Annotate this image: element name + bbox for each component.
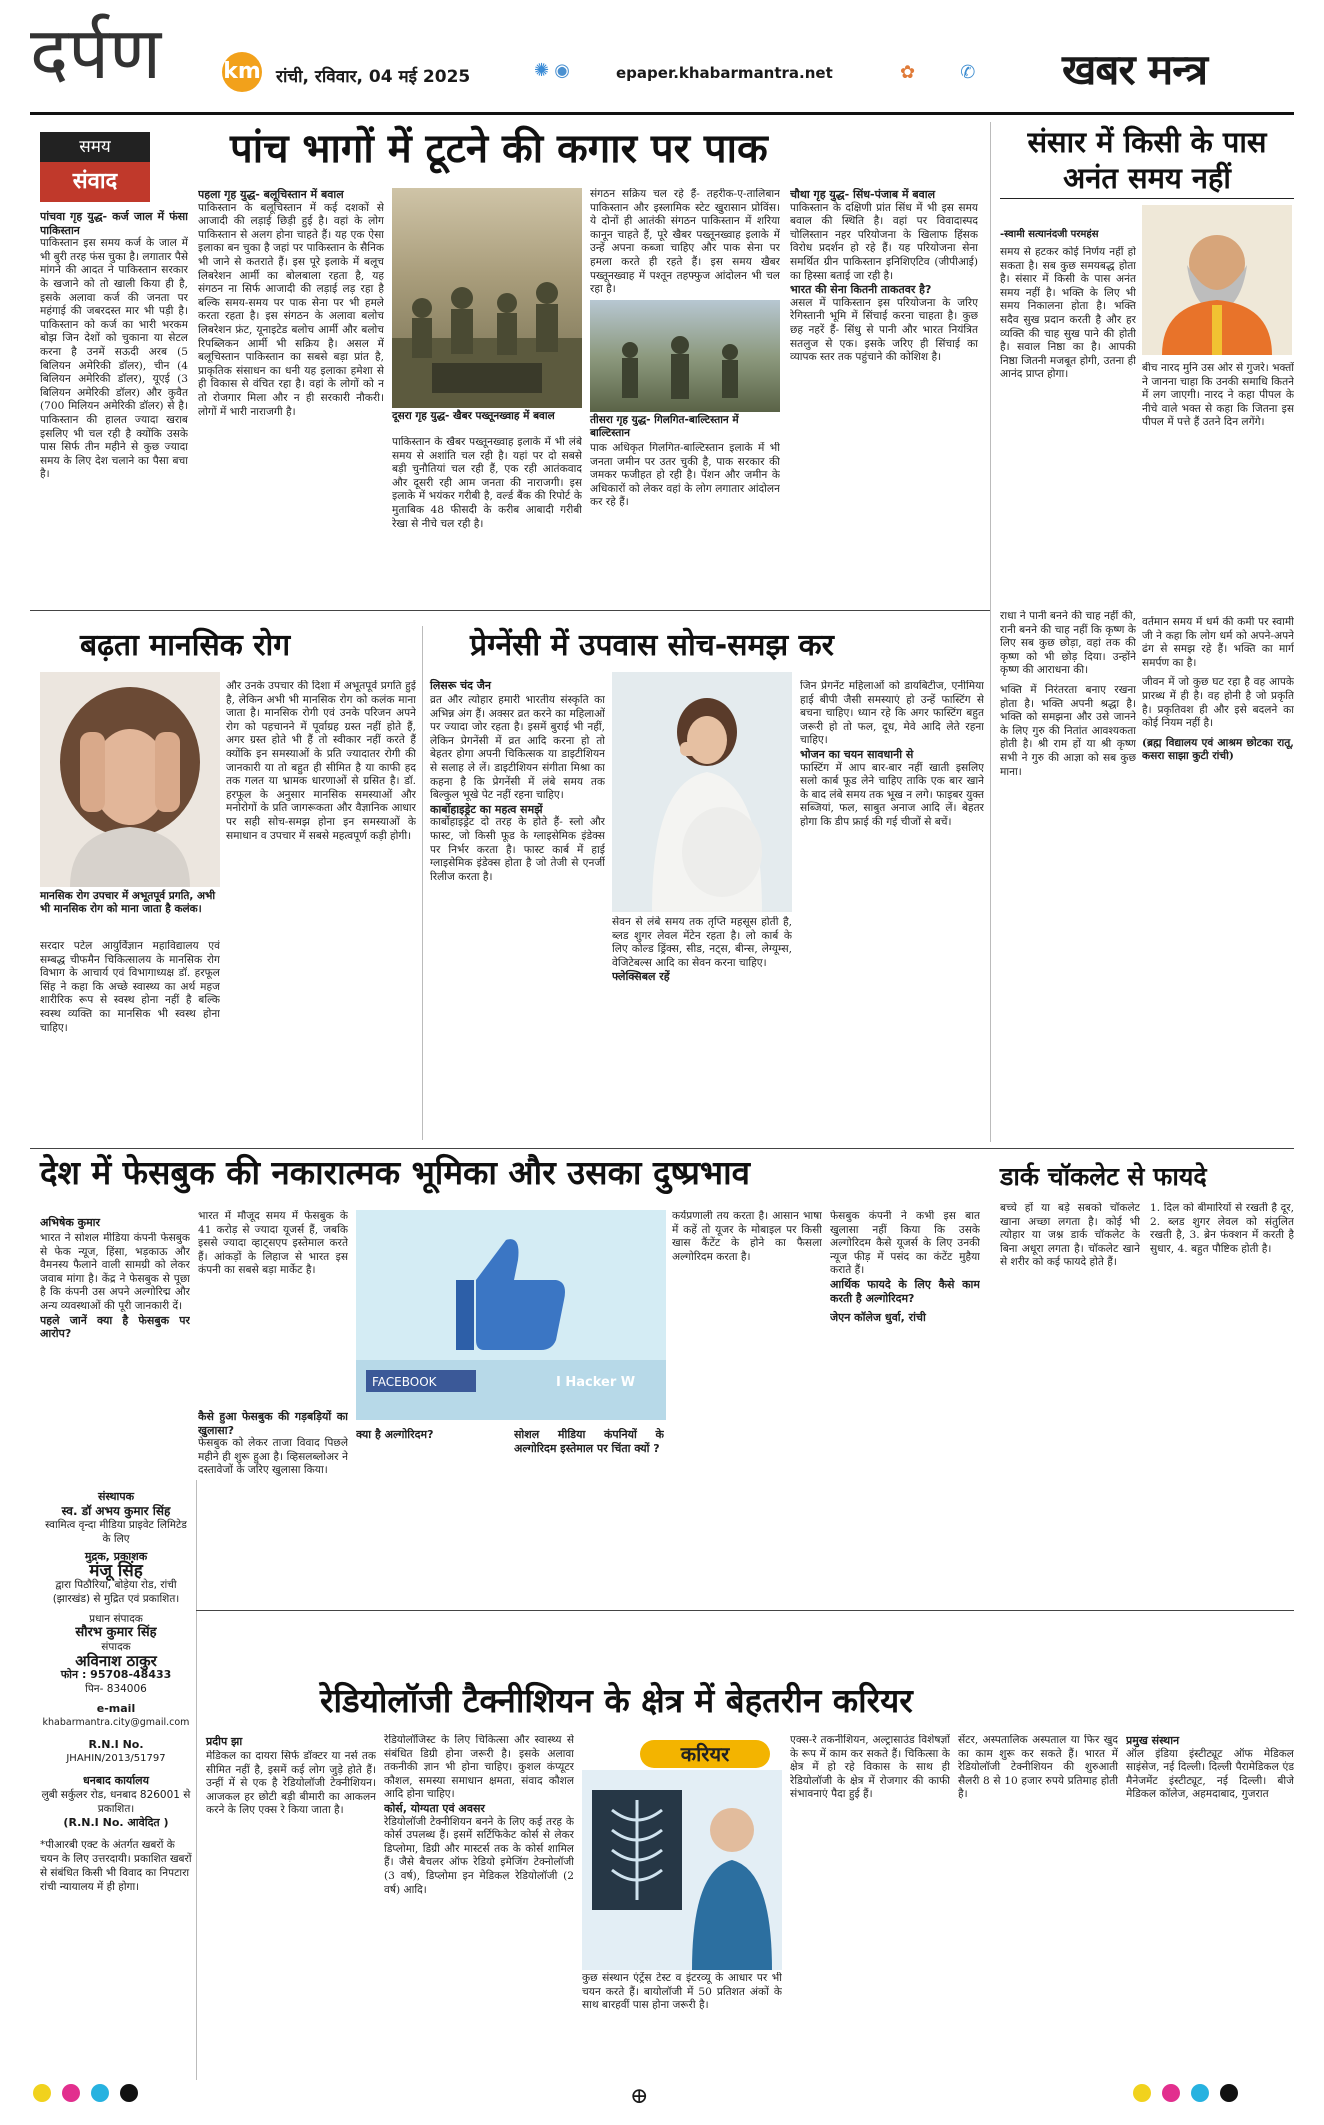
- divider-imprint: [196, 1480, 197, 2080]
- mansik-caption: मानसिक रोग उपचार में अभूतपूर्व प्रगति, अभी भी मानसिक रोग को माना जाता है कलंक।: [40, 890, 216, 915]
- imprint-email-label: e-mail: [96, 1702, 136, 1715]
- mansik-headline: बढ़ता मानसिक रोग: [80, 628, 291, 663]
- facebook-col-3: [356, 1428, 506, 1600]
- facebook-text-5: फेसबुक कंपनी ने कभी इस बात खुलासा नहीं किया कि उसके अल्गोरिदम कैसे यूजर्स के लिए उनकी न्यूज फीड़ में पसंद का कंटेंट मुहैया कराते हैं।: [830, 1210, 980, 1277]
- pak-headline: पांच भागों में टूटने की कगार पर पाक: [230, 126, 768, 172]
- flower-icon: ✿: [900, 62, 916, 83]
- imprint-dhanbad-label: धनबाद कार्यालय: [82, 1774, 150, 1787]
- masthead: [0, 0, 1324, 128]
- phone-icon: ✆: [960, 62, 976, 83]
- pregnancy-sub-2: फ्लेक्सिबल रहें: [612, 970, 670, 984]
- imprint-email[interactable]: khabarmantra.city@gmail.com: [42, 1717, 190, 1728]
- reg-dot-black: [120, 2084, 138, 2102]
- facebook-sub-2: कैसे हुआ फेसबुक की गड़बड़ियों का खुलासा?: [198, 1410, 348, 1437]
- radio-text-4: कुछ संस्थान एंट्रेंस टेस्ट व इंटरव्यू के आधार पर भी चयन करते हैं। बायोलॉजी में 50 प्रतिशत अंकों के साथ बारहवीं पास होना जरूरी है।: [582, 1972, 782, 2012]
- facebook-sub-4: सोशल मीडिया कंपनियों के अल्गोरिदम इस्तेमाल पर चिंता क्यों ?: [514, 1428, 664, 1455]
- globe-icon: ◉: [554, 60, 570, 81]
- dateline: रांची, रविवार, 04 मई 2025: [276, 67, 471, 87]
- pregnancy-text-4: जिन प्रेगनेंट महिलाओं को डायबिटीज, एनीमिया हाई बीपी जैसी समस्याएं हो उन्हें फास्टिंग से बचना चाहिए। ध्यान रहे कि अगर फास्टिंग बहुत जरूरी हो तो फल, दूध, मेवे आदि लेते रहना चाहिए।: [800, 680, 984, 747]
- photo2-text: पाक अधिकृत गिलगित-बाल्टिस्तान इलाके में भी जनता जमीन पर उतर चुकी है, पाक सरकार की जमकर फजीहत हो रही है। पेंशन और जमीन के अधिकारों को लेकर वहां के लोग लगातार आंदोलन कर रहे हैं।: [590, 442, 780, 509]
- sansar-para-4: जीवन में जो कुछ घट रहा है वह आपके प्रारब्ध में ही है। वह होनी है जो प्रकृति है। प्रकृतिवश ही और इसे बदलने का कोई नियम नहीं है।: [1142, 676, 1294, 730]
- dark-text-2: 1. दिल को बीमारियों से रखती है दूर, 2. ब्लड शुगर लेवल को संतुलित रखती है, 3. ब्रेन फंक्शन में करती है सुधार, 4. बहुत पौष्टिक होती है।: [1150, 1202, 1294, 1255]
- pak-c5-sub: भारत की सेना कितनी ताकतवर है?: [790, 283, 932, 297]
- masthead-rule: [30, 112, 1294, 115]
- pregnant-woman-photo: [612, 672, 792, 912]
- side-tag-top: समय: [40, 132, 150, 162]
- side-tag: [40, 132, 150, 202]
- sansar-source: (ब्रह्म विद्यालय एवं आश्रम छोटका रातू, कसरा साझा कुटी रांची): [1142, 736, 1294, 763]
- facebook-byline: अभिषेक कुमार: [40, 1216, 100, 1229]
- decor-icons-right: [900, 62, 975, 83]
- imprint-chief-label: प्रधान संपादक: [89, 1613, 143, 1625]
- radio-headline: रेडियोलॉजी टैक्नीशियन के क्षेत्र में बेहतरीन करियर: [320, 1681, 913, 1720]
- pak-rule: [30, 610, 990, 611]
- career-badge: करियर: [640, 1740, 770, 1768]
- dharm-text-1: [1000, 610, 1136, 1140]
- radio-sub-1: कोर्स, योग्यता एवं अवसर: [384, 1801, 485, 1815]
- facebook-headline: देश में फेसबुक की नकारात्मक भूमिका और उसका दुष्प्रभाव: [40, 1153, 750, 1192]
- facebook-col-2b: [198, 1410, 348, 1600]
- pak-c2-head: पहला गृह युद्ध- बलूचिस्तान में बवाल: [198, 188, 344, 201]
- radio-col-6: [1126, 1734, 1294, 2076]
- lower-rule: [196, 1610, 1294, 1611]
- xray-photo: [582, 1770, 782, 1970]
- imprint-rni2: (R.N.I No. आवेदित ): [63, 1816, 169, 1829]
- soldiers-photo: [392, 188, 582, 408]
- radio-sub-2: प्रमुख संस्थान: [1126, 1734, 1180, 1747]
- imprint-editor: अविनाश ठाकुर: [75, 1652, 157, 1670]
- reg-dot-yellow-2: [1133, 2084, 1151, 2102]
- dark-headline: डार्क चॉकलेट से फायदे: [1000, 1162, 1207, 1191]
- radio-byline: प्रदीप झा: [206, 1735, 243, 1748]
- imprint-chief: सौरभ कुमार सिंह: [75, 1625, 157, 1640]
- photo1-caption: दूसरा गृह युद्ध- खैबर पख्तूनख्वाह में बवाल: [392, 410, 555, 422]
- soldiers-photo-2: [590, 300, 780, 412]
- pak-col-5: [790, 188, 978, 598]
- pregnancy-text-3: सेवन से लंबे समय तक तृप्ति महसूस होती है, ब्लड शुगर लेवल मेंटेन रहता है। लो कार्ब के लिए कोल्ड ड्रिंक्स, सीड, नट्स, बीन्स, लेग्यूम्स, वेजिटेबल्स आदि का सेवन करना चाहिए।: [612, 916, 792, 969]
- sansar-text-1: समय से हटकर कोई निर्णय नहीं हो सकता है। सब कुछ समयबद्ध होता है। संसार में किसी के पास अनंत समय नहीं है। भक्ति के लिए भी समय निकालना होता है। भक्ति सदैव सुख प्रदान करती है और हर व्यक्ति की चाह सुख पाने की होती है। सवाल निष्ठा का है। आपकी निष्ठा जितनी मजबूत होगी, उतना ही आनंद प्राप्त होगा।: [1000, 246, 1136, 381]
- imprint-founder-label: संस्थापक: [97, 1490, 135, 1503]
- sansar-rule: [1000, 198, 1294, 199]
- brand-name: खबर मन्त्र: [1062, 45, 1208, 94]
- dharm-para-1: राधा ने पानी बनने की चाह नहीं की, रानी बनने की चाह नहीं कि कृष्ण के लिए सब कुछ छोड़ा, वहां तक की कृष्ण को भी छोड़ दिया। उन्होंने कृष्ण की आराधना की।: [1000, 610, 1136, 677]
- pregnancy-byline: लिसरू चंद जैन: [430, 679, 492, 692]
- registration-marks: [30, 2082, 1294, 2112]
- sansar-text-2: बीच नारद मुनि उस ओर से गुजरे। भक्तों ने जानना चाहा कि उनकी समाधि कितने में लग जाएगी। नारद ने कहा पीपल के नीचे वाले भक्त से कहा कि जितना इस पीपल में पत्ते हैं उतने दिन लगेंगे।: [1142, 362, 1294, 429]
- brand-logo: km: [222, 52, 262, 92]
- decor-icons: [534, 60, 570, 81]
- facebook-col-2: भारत में मौजूद समय में फेसबुक के 41 करोड़ से ज्यादा यूजर्स हैं, जबकि इससे ज्यादा व्हाट्सएप इस्तेमाल करते हैं। आंकड़ों के लिहाज से भारत इस कंपनी का सबसे बड़ा मार्केट है।: [198, 1210, 348, 1277]
- fb-photo-label-2: I Hacker W: [556, 1375, 636, 1390]
- reg-dot-magenta-2: [1162, 2084, 1180, 2102]
- sansar-para-3: वर्तमान समय में धर्म की कमी पर स्वामी जी ने कहा कि लोग धर्म को अपने-अपने ढंग से समझ रहे हैं। भक्ति का मार्ग समर्पण का है।: [1142, 616, 1294, 669]
- photo2-caption: तीसरा गृह युद्ध- गिलगित-बाल्टिस्तान में बाल्टिस्तान: [590, 414, 739, 439]
- side-tag-bottom: संवाद: [40, 162, 150, 202]
- pak-c5-text: पाकिस्तान के दक्षिणी प्रांत सिंध में भी इस समय बवाल की स्थिति है। वहां पर विवादास्पद चोलिस्तान नहर परियोजना के खिलाफ हिंसक विरोध प्रदर्शन हो रहे हैं। यह परियोजना सेना समर्थित ग्रीन पाकिस्तान इनिशिएटिव (जीपीआई) का हिस्सा बताई जा रही है।: [790, 201, 978, 282]
- dharm-para-2: भक्ति में निरंतरता बनाए रखना होता है। भक्ति अपनी श्रद्धा है। भक्ति को समझना और उसे जानने के लिए गुरु की नितांत आवश्यकता होती है। श्री राम हों या श्री कृष्ण सभी ने गुरु की आज्ञा को सब कुछ माना।: [1000, 683, 1136, 778]
- imprint-founder: स्व. डॉ अभय कुमार सिंह: [61, 1504, 171, 1518]
- fb-photo-label: FACEBOOK: [372, 1375, 437, 1389]
- pak-col-1: [40, 210, 188, 600]
- pregnancy-col-2: [612, 916, 792, 1140]
- facebook-end: जेएन कॉलेज धुर्वा, रांची: [830, 1311, 926, 1325]
- pregnancy-col-3: [800, 680, 984, 1140]
- dark-text-1: बच्चे हों या बड़े सबको चॉकलेट खाना अच्छा लगता है। कोई भी त्योहार या जश्न डार्क चॉकलेट के बिना अधूरा लगता है। चॉकलेट खाने से शरीर को कई फायदे होते हैं।: [1000, 1202, 1140, 1269]
- radio-col-4: एक्स-रे तकनीशियन, अल्ट्रासाउंड विशेषज्ञों के रूप में काम कर सकते हैं। चिकित्सा के क्षेत्र में हो रहे विकास के साथ ही रेडियोलॉजी के क्षेत्र में रोजगार की काफी संभावनाएं पैदा हुई हैं।: [790, 1734, 950, 1801]
- sansar-headline: संसार में किसी के पास अनंत समय नहीं: [1027, 125, 1267, 195]
- mid-rule: [30, 1148, 1294, 1149]
- photo1-text: पाकिस्तान के खैबर पख्तूनख्वाह इलाके में भी लंबे समय से अशांति चल रही है। यहां पर दो सबसे बड़ी चुनौतियां चल रही हैं, एक रही आतंकवाद और दूसरी रही आम जनता की नाराजगी। इस इलाके में भयंकर गरीबी है, वर्ल्ड बैंक की रिपोर्ट के मुताबिक 48 फीसदी के करीब आबादी गरीबी रेखा से नीचे चल रही है।: [392, 436, 582, 530]
- facebook-col-6: [830, 1210, 980, 1600]
- pregnancy-col-1: [430, 694, 605, 1140]
- swami-photo: [1142, 205, 1292, 355]
- radio-col-1: मेडिकल का दायरा सिर्फ डॉक्टर या नर्स तक सीमित नहीं है, इसमें कई लोग जुड़े होते हैं। उन्हीं में से एक है रेडियोलॉजी टेक्नीशियन। आजकल हर छोटी बड़ी बीमारी का आकलन करने के लिए एक्स रे किया जाता है।: [206, 1750, 376, 1817]
- pregnancy-text-5: फास्टिंग में आप बार-बार नहीं खाती इसलिए सलो कार्ब फूड लेने चाहिए ताकि एक बार खाने के बाद लंबे समय तक भूख न लगे। फाइबर युक्त सब्जियां, फल, साबुत अनाज आदि लें। बेहतर होगा कि डीप फ्राई की गई चीजों से बचें।: [800, 761, 984, 828]
- facebook-col-4: [514, 1428, 664, 1600]
- imprint-editor-label: संपादक: [101, 1641, 131, 1653]
- pregnancy-sub-3: भोजन का चयन सावधानी से: [800, 747, 914, 761]
- pak-left-text: पाकिस्तान इस समय कर्ज के जाल में भी बुरी तरह फंस चुका है। लगातार पैसे मांगने की आदत ने पाकिस्तान सरकार के खजाने को तो खाली किया ही है, इसके अलावा कर्ज की जनता पर महंगाई की जबरदस्त मार भी पड़ी है। पाकिस्तान को कर्ज का भारी भरकम बोझ जिन देशों को चुकाना या सेटल करना है उनमें सऊदी अरब (5 बिलियन अमेरिकी डॉलर), चीन (4 बिलियन अमेरिकी डॉलर), यूएई (3 बिलियन अमेरिकी डॉलर) और कुवैत (700 मिलियन अमेरिकी डॉलर) से है। पाकिस्तान की हालत ज्यादा खराब इसलिए भी चल रही है क्योंकि उसके पास सिर्फ तीन महीने से कुछ ज्यादा समय के लिए देश चलाने का पैसा बचा है।: [40, 237, 188, 481]
- imprint-rni: JHAHIN/2013/51797: [66, 1753, 166, 1764]
- reg-dot-magenta: [62, 2084, 80, 2102]
- pak-c5-text2: असल में पाकिस्तान इस परियोजना के जरिए रेगिस्तानी भूमि में सिंचाई करना चाहता है। कुछ छह नहरें हैं- सिंधु से पानी और भारत नियंत्रित सतलुज से एक। इसके जरिए ही सिंचाई का व्यापक स्तर तक पहुंचाने की कोशिश है।: [790, 296, 978, 364]
- section-title: दर्पण: [30, 11, 162, 95]
- imprint-printer-label: मुद्रक, प्रकाशक: [84, 1550, 148, 1563]
- reg-dot-yellow: [33, 2084, 51, 2102]
- reg-dot-cyan-2: [1191, 2084, 1209, 2102]
- facebook-like-photo: [356, 1210, 666, 1420]
- imprint-pin: पिन- 834006: [85, 1683, 147, 1695]
- imprint-dhanbad: लुबी सर्कुलर रोड, धनबाद 826001 से प्रकाशित।: [41, 1789, 191, 1815]
- radio-text-2: रेडियोलॉजिस्ट के लिए चिकित्सा और स्वास्थ्य से संबंधित डिग्री होना जरूरी है। इसके अलावा तकनीकी ज्ञान भी होना चाहिए। कुशल कंप्यूटर कौशल, समस्या समाधान क्षमता, संवाद कौशल आदि होना चाहिए।: [384, 1734, 574, 1801]
- pregnancy-text-2: कार्बोहाइड्रेट दो तरह के होते हैं- स्लो और फास्ट, जो किसी फूड के ग्लाइसेमिक इंडेक्स पर निर्भर करता है। फास्ट कार्ब में हाई ग्लाइसेमिक इंडेक्स होता है जो तेजी से एनर्जी रिलीज करता है।: [430, 816, 605, 883]
- imprint-owner: स्वामित्व वृन्दा मीडिया प्राइवेट लिमिटेड के लिए: [45, 1519, 187, 1545]
- sansar-text-3: [1142, 616, 1294, 1136]
- pak-col-2: [198, 188, 384, 598]
- imprint-rni-label: R.N.I No.: [88, 1738, 144, 1751]
- facebook-col-5: कर्यप्रणाली तय करता है। आसान भाषा में कहें तो यूजर के मोबाइल पर किसी खास कैंटेंट के होने का फैसला अल्गोरिदम करता है।: [672, 1210, 822, 1263]
- facebook-col-1: [40, 1232, 190, 1472]
- facebook-text-3: फेसबुक को लेकर ताजा विवाद पिछले महीने ही शुरू हुआ है। व्हिसलब्लोअर ने दस्तावेजों के जरिए खुलासा किया।: [198, 1437, 348, 1477]
- reg-dot-black-2: [1220, 2084, 1238, 2102]
- radio-text-3: रेडियोलॉजी टेक्नीशियन बनने के लिए कई तरह के कोर्स उपलब्ध हैं। इसमें सर्टिफिकेट कोर्स से लेकर डिप्लोमा, डिग्री और मास्टर्स तक के कोर्स शामिल हैं। जैसे बैचलर ऑफ रेडियो इमेजिंग टेक्नोलॉजी (3 वर्ष), डिप्लोमा इन मेडिकल रेडियोलॉजी (2 वर्ष) आदि।: [384, 1815, 574, 1896]
- pak-c5-head: चौथा गृह युद्ध- सिंध-पंजाब में बवाल: [790, 188, 936, 201]
- pak-left-head: पांचवा गृह युद्ध- कर्ज जाल में फंसा पाकिस्तान: [40, 210, 188, 237]
- pak-col-4: संगठन सक्रिय चल रहे हैं- तहरीक-ए-तालिबान पाकिस्तान और इस्लामिक स्टेट खुरासान प्रोविंस। ये दोनों ही आतंकी संगठन पाकिस्तान में शरिया कानून चाहते हैं, पूरे खैबर पख्तूनख्वाह इलाके में उन्हें अपना कब्जा चाहिए और पाक सेना पर हमला करते ही रहते हैं। इस समय खैबर पख्तूनख्वाह में पश्तून तहफ्फुज आंदोलन भी चल रहा है।: [590, 188, 780, 296]
- pregnancy-headline: प्रेग्नेंसी में उपवास सोच-समझ कर: [470, 628, 834, 663]
- pregnancy-sub-1: कार्बोहाइड्रेट का महत्व समझें: [430, 802, 543, 816]
- facebook-text-1: भारत ने सोशल मीडिया कंपनी फेसबुक से फेक न्यूज, हिंसा, भड़काऊ और वैमनस्य फैलाने वाली सामग्री को लेकर जवाब मांगा है। केंद्र ने फेसबुक से पूछा है कि कंपनी उस अपने अल्गोरिद्म और अन्य व्यवस्थाओं की पूरी जानकारी दें।: [40, 1232, 190, 1312]
- sansar-byline: -स्वामी सत्यानंदजी परमहंस: [1000, 229, 1099, 240]
- imprint-box: [40, 1490, 192, 2080]
- pak-c2-text: पाकिस्तान के बलूचिस्तान में कई दशकों से आजादी की लड़ाई छिड़ी हुई है। वहां के लोग पाकिस्तान से अलग होना चाहते हैं। यह एक ऐसा इलाका बन चुका है जहां पर पाकिस्तान के सैनिक भी जाने से कतराते हैं। इस पूरे इलाके में बलूच लिबरेशन आर्मी का बोलबाला रहता है, यह संगठन ना सिर्फ आजादी की लड़ाई लड़ रहा है बल्कि समय-समय पर पाक सेना पर भी हमले करता रहता है। इस संगठन के अलावा बलोच लिबरेशन फ्रंट, यूनाइटेड बलोच आर्मी और बलोच रिपब्लिकन आर्मी भी सक्रिय है। असल में बलूचिस्तान पाकिस्तान का सबसे बड़ा प्रांत है, प्राकृतिक संसाधन का धनी यह इलाका हमेशा से ही विकास से वंचित रहा है। वहां के लोगों को न तो रोजगार मिला और न ही सरकारी नौकरी। लोगों में भारी नाराजगी है।: [198, 201, 384, 418]
- mansik-text-1: सरदार पटेल आयुर्विज्ञान महाविद्यालय एवं सम्बद्ध चीफमैन चिकित्सालय के मानसिक रोग विभाग के आचार्य एवं विभागाध्यक्ष डॉ. हरफूल सिंह ने कहा कि अच्छे स्वास्थ्य का अर्थ महज शारीरिक रूप से स्वस्थ होना नहीं है बल्कि स्वस्थ व्यक्ति का मानसिक भी स्वस्थ होना चाहिए।: [40, 940, 220, 1034]
- mansik-text-2: और उनके उपचार की दिशा में अभूतपूर्व प्रगति हुई है, लेकिन अभी भी मानसिक रोग को कलंक माना जाता है। मानसिक रोगी एवं उनके परिजन अपने रोग को पहचानने में पूर्वाग्रह ग्रस्त नहीं होते हैं, अगर ग्रस्त होते भी हैं तो स्वीकार नहीं करते हैं क्योंकि इन समस्याओं के प्रति ज्यादातर रोगी की जानकारी या तो बहुत ही सीमित है या काफी हद तक गलत या भ्रामक धारणाओं से ग्रसित है। डॉ. हरफूल के अनुसार मानसिक समस्याओं और मनोरोगों के प्रति जागरूकता और वैज्ञानिक आधार पर सही सोच-समझ होना इन समस्याओं के समाधान व उपचार में सबसे महत्वपूर्ण कड़ी होगी।: [226, 680, 416, 842]
- radio-col-2: [384, 1734, 574, 2076]
- facebook-sub-1: पहले जानें क्या है फेसबुक पर आरोप?: [40, 1313, 190, 1341]
- imprint-printer: मंजू सिंह: [89, 1561, 143, 1581]
- crosshair-icon: ⊕: [630, 2084, 649, 2109]
- facebook-sub-5: आर्थिक फायदे के लिए कैसे काम करती है अल्गोरिदम?: [830, 1277, 980, 1305]
- sun-icon: ✺: [534, 60, 550, 81]
- divider-mansik: [422, 626, 423, 1140]
- radio-text-7: ऑल इंडिया इंस्टीट्यूट ऑफ मेडिकल साइंसेज, नई दिल्ली। दिल्ली पैरामेडिकल एंड मैनेजमेंट इंस्टीट्यूट, नई दिल्ली। बीजे मेडिकल कॉलेज, अहमदाबाद, गुजरात: [1126, 1747, 1294, 1801]
- imprint-press: द्वारा पिठौरिया, बोड़ेया रोड, रांची (झारखंड) से मुद्रित एवं प्रकाशित।: [52, 1579, 180, 1605]
- imprint-note: *पीआरबी एक्ट के अंतर्गत खबरों के चयन के लिए उत्तरदायी। प्रकाशित खबरों से संबंधित किसी भी विवाद का निपटारा रांची न्यायालय में ही होगा।: [40, 1839, 192, 1893]
- facebook-sub-3: क्या है अल्गोरिदम?: [356, 1428, 434, 1441]
- woman-stress-photo: [40, 672, 220, 887]
- divider-right: [990, 122, 991, 1142]
- reg-dot-cyan: [91, 2084, 109, 2102]
- radio-col-5: सेंटर, अस्पतालिक अस्पताल या फिर खुद का काम शुरू कर सकते हैं। भारत में रेडियोलॉजी टेक्नीशियन की शुरुआती सैलरी 8 से 10 हजार रुपये प्रतिमाह होती है।: [958, 1734, 1118, 1801]
- imprint-phone: फोन : 95708-48433: [60, 1668, 172, 1681]
- epaper-url[interactable]: epaper.khabarmantra.net: [616, 64, 833, 82]
- pregnancy-text-1: व्रत और त्योहार हमारी भारतीय संस्कृति का अभिन्न अंग हैं। अक्सर व्रत करने का महिलाओं पर ज्यादा जोर रहता है। इसमें बुराई भी नहीं, लेकिन प्रेगनेंसी में व्रत आदि करना हो तो बेहतर होगा अपनी चिकित्सक या डाइटीशियन से सलाह ले लें। डाइटीशियन संगीता मिश्रा का कहना है कि प्रेगनेंसी में लंबे समय तक बिल्कुल भूखे पेट नहीं रहना चाहिए।: [430, 694, 605, 802]
